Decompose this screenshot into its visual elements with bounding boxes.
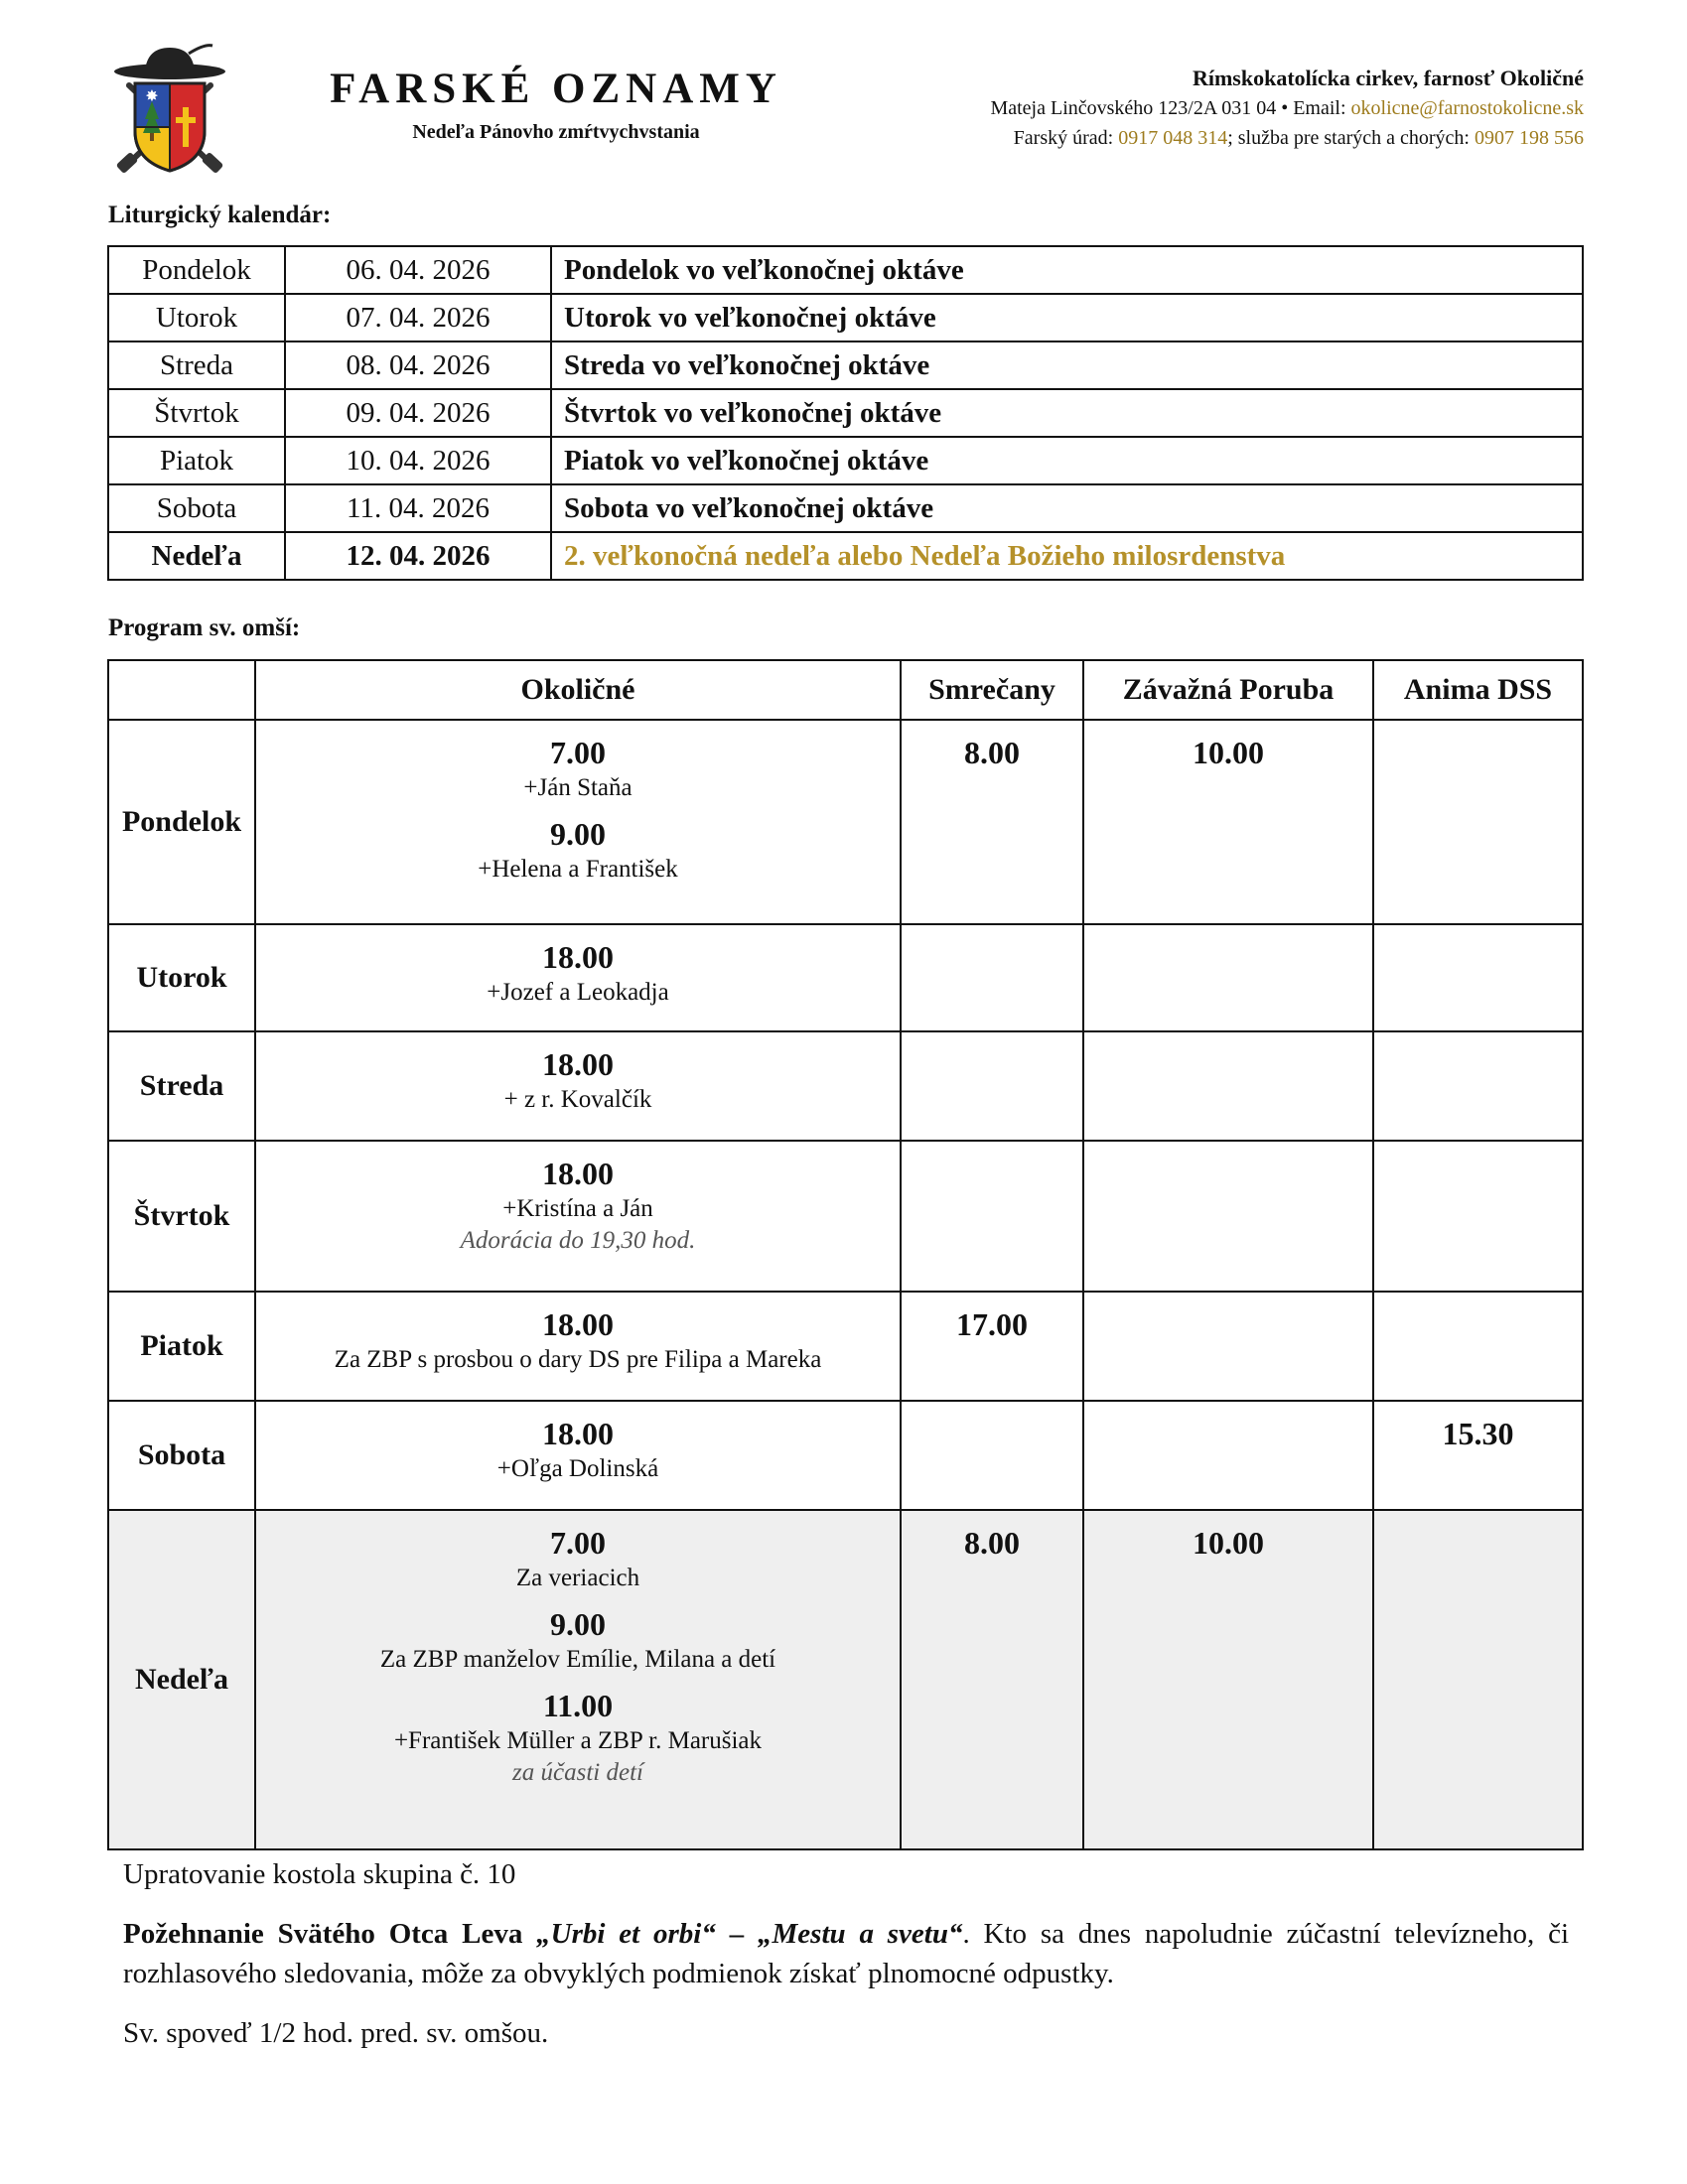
smrecany-cell <box>901 1292 1083 1401</box>
calendar-row <box>108 389 1583 437</box>
liturgical-calendar-table <box>107 245 1584 581</box>
smrecany-cell <box>901 720 1083 924</box>
mass-intention: Za ZBP manželov Emílie, Milana a detí <box>379 1646 776 1673</box>
mass-intention: +Jozef a Leokadja <box>487 979 669 1006</box>
calendar-date: 07. 04. 2026 <box>285 294 551 341</box>
blessing-urbi: „Urbi et orbi“ <box>536 1918 716 1950</box>
calendar-heading: Liturgický kalendár: <box>108 202 332 228</box>
address: Mateja Linčovského 123/2A 031 04 • Email: <box>990 97 1351 119</box>
mass-intention: + z r. Kovalčík <box>503 1086 652 1113</box>
zavazna-cell <box>1083 924 1373 1031</box>
column-header-day <box>108 660 255 720</box>
zavazna-cell <box>1083 1401 1373 1510</box>
zavazna-cell <box>1083 1031 1373 1141</box>
cleaning-note: Upratovanie kostola skupina č. 10 <box>123 1858 516 1890</box>
blessing-mestu: „Mestu a svetu“ <box>758 1918 963 1950</box>
smrecany-time: 8.00 <box>964 735 1020 770</box>
mass-intention: +Kristína a Ján <box>502 1195 653 1222</box>
smrecany-time: 17.00 <box>956 1306 1028 1342</box>
schedule-row <box>108 1510 1583 1849</box>
calendar-day: Piatok <box>108 437 285 484</box>
calendar-feast-name: 2. veľkonočná nedeľa alebo Nedeľa Božieho milosrdenstva <box>551 532 1583 580</box>
anima-cell <box>1373 1031 1583 1141</box>
schedule-day: Pondelok <box>108 720 255 924</box>
mass-time: 9.00 <box>550 816 606 852</box>
calendar-date: 12. 04. 2026 <box>285 532 551 580</box>
schedule-day: Štvrtok <box>108 1141 255 1292</box>
anima-cell <box>1373 720 1583 924</box>
column-header-zavazna-poruba: Závažná Poruba <box>1083 660 1373 720</box>
blessing-note <box>123 1914 1569 1993</box>
mass-note: za účasti detí <box>512 1759 643 1786</box>
anima-time: 15.30 <box>1442 1416 1514 1451</box>
calendar-date: 10. 04. 2026 <box>285 437 551 484</box>
title-block <box>298 66 814 144</box>
zavazna-cell <box>1083 1292 1373 1401</box>
schedule-heading: Program sv. omší: <box>108 614 301 641</box>
calendar-feast-name: Pondelok vo veľkonočnej oktáve <box>551 246 1583 294</box>
office-phone[interactable]: 0917 048 314 <box>1118 127 1228 149</box>
anima-cell <box>1373 1141 1583 1292</box>
anima-cell <box>1373 924 1583 1031</box>
zavazna-time: 10.00 <box>1193 735 1264 770</box>
calendar-feast-name: Piatok vo veľkonočnej oktáve <box>551 437 1583 484</box>
calendar-day: Sobota <box>108 484 285 532</box>
mass-time: 18.00 <box>542 1416 614 1451</box>
announcements <box>123 1854 1569 2073</box>
mass-intention: Za ZBP s prosbou o dary DS pre Filipa a Mareka <box>334 1346 822 1373</box>
anima-cell <box>1373 1292 1583 1401</box>
schedule-day: Piatok <box>108 1292 255 1401</box>
mass-schedule-table <box>107 659 1584 1850</box>
mass-intention: +Helena a František <box>478 856 678 883</box>
smrecany-cell <box>901 1141 1083 1292</box>
calendar-row <box>108 341 1583 389</box>
contact-block <box>990 64 1584 153</box>
schedule-day: Nedeľa <box>108 1510 255 1849</box>
mass-intention: +Ján Staňa <box>523 774 633 801</box>
elderly-label: ; služba pre starých a chorých: <box>1227 127 1475 149</box>
mass-intention: +Oľga Dolinská <box>496 1455 659 1482</box>
calendar-date: 06. 04. 2026 <box>285 246 551 294</box>
calendar-day: Streda <box>108 341 285 389</box>
schedule-row <box>108 1401 1583 1510</box>
zavazna-cell <box>1083 720 1373 924</box>
calendar-day: Štvrtok <box>108 389 285 437</box>
blessing-text: . Kto sa dnes napoludnie zúčastní televízneho, či rozhlasového sledovania, môže za obvyklých podmienok získať plnomocné odpustky. <box>123 1918 1570 1989</box>
smrecany-cell <box>901 1510 1083 1849</box>
okolicne-cell <box>255 1031 901 1141</box>
zavazna-cell <box>1083 1510 1373 1849</box>
mass-time: 18.00 <box>542 939 614 975</box>
calendar-date: 09. 04. 2026 <box>285 389 551 437</box>
schedule-row <box>108 720 1583 924</box>
office-label: Farský úrad: <box>1013 127 1119 149</box>
organization-name: Rímskokatolícka cirkev, farnosť Okoličné <box>1192 66 1584 90</box>
okolicne-cell <box>255 1510 901 1849</box>
mass-time: 7.00 <box>550 1525 606 1561</box>
column-header-okolicne: Okoličné <box>255 660 901 720</box>
schedule-row <box>108 1031 1583 1141</box>
blessing-title: Požehnanie Svätého Otca Leva <box>123 1918 537 1950</box>
schedule-row <box>108 1141 1583 1292</box>
calendar-feast-name: Sobota vo veľkonočnej oktáve <box>551 484 1583 532</box>
svg-text:✸: ✸ <box>145 86 159 105</box>
schedule-day: Utorok <box>108 924 255 1031</box>
mass-intention: +František Müller a ZBP r. Marušiak <box>393 1727 763 1754</box>
smrecany-cell <box>901 1031 1083 1141</box>
okolicne-cell <box>255 720 901 924</box>
calendar-row <box>108 294 1583 341</box>
calendar-day: Pondelok <box>108 246 285 294</box>
schedule-header-row <box>108 660 1583 720</box>
okolicne-cell <box>255 1401 901 1510</box>
parish-coat-of-arms-icon <box>107 42 232 175</box>
calendar-date: 11. 04. 2026 <box>285 484 551 532</box>
column-header-smrecany: Smrečany <box>901 660 1083 720</box>
calendar-row <box>108 484 1583 532</box>
mass-note: Adorácia do 19,30 hod. <box>460 1227 696 1254</box>
confession-note: Sv. spoveď 1/2 hod. pred. sv. omšou. <box>123 2017 549 2049</box>
address-line <box>990 93 1584 123</box>
email-link[interactable]: okolicne@farnostokolicne.sk <box>1350 97 1584 119</box>
calendar-day: Utorok <box>108 294 285 341</box>
zavazna-time: 10.00 <box>1193 1525 1264 1561</box>
calendar-row <box>108 437 1583 484</box>
okolicne-cell <box>255 924 901 1031</box>
smrecany-cell <box>901 924 1083 1031</box>
mass-time: 9.00 <box>550 1606 606 1642</box>
calendar-feast-name: Utorok vo veľkonočnej oktáve <box>551 294 1583 341</box>
zavazna-cell <box>1083 1141 1373 1292</box>
schedule-row <box>108 924 1583 1031</box>
calendar-row <box>108 532 1583 580</box>
calendar-feast-name: Streda vo veľkonočnej oktáve <box>551 341 1583 389</box>
schedule-row <box>108 1292 1583 1401</box>
calendar-feast-name: Štvrtok vo veľkonočnej oktáve <box>551 389 1583 437</box>
smrecany-time: 8.00 <box>964 1525 1020 1561</box>
calendar-date: 08. 04. 2026 <box>285 341 551 389</box>
mass-time: 7.00 <box>550 735 606 770</box>
schedule-day: Streda <box>108 1031 255 1141</box>
anima-cell <box>1373 1401 1583 1510</box>
mass-time: 18.00 <box>542 1046 614 1082</box>
mass-time: 18.00 <box>542 1156 614 1191</box>
schedule-day: Sobota <box>108 1401 255 1510</box>
column-header-anima-dss: Anima DSS <box>1373 660 1583 720</box>
calendar-day: Nedeľa <box>108 532 285 580</box>
mass-time: 18.00 <box>542 1306 614 1342</box>
okolicne-cell <box>255 1141 901 1292</box>
mass-time: 11.00 <box>542 1688 614 1723</box>
elderly-phone[interactable]: 0907 198 556 <box>1475 127 1584 149</box>
page-title: FARSKÉ OZNAMY <box>330 66 782 112</box>
smrecany-cell <box>901 1401 1083 1510</box>
calendar-row <box>108 246 1583 294</box>
phone-line <box>990 123 1584 153</box>
blessing-dash: – <box>715 1918 758 1950</box>
anima-cell <box>1373 1510 1583 1849</box>
mass-intention: Za veriacich <box>515 1565 640 1591</box>
okolicne-cell <box>255 1292 901 1401</box>
page-subtitle: Nedeľa Pánovho zmŕtvychvstania <box>412 121 700 143</box>
